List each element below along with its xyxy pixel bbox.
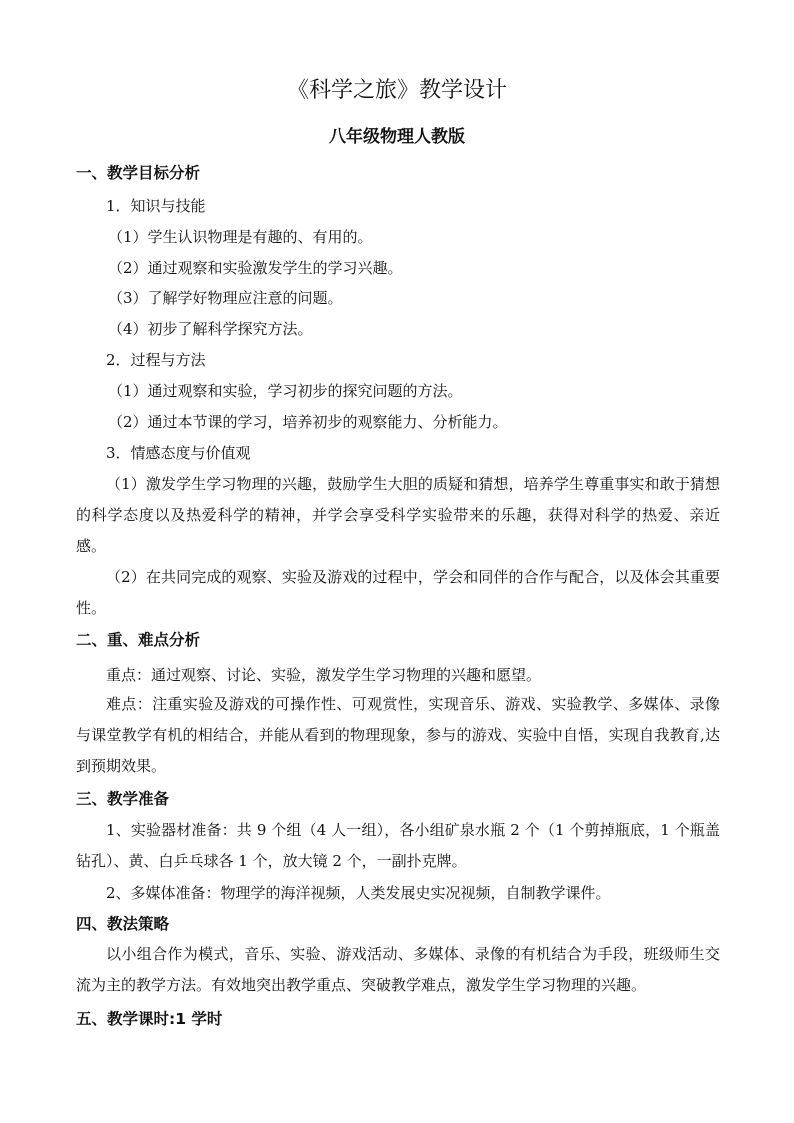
section-heading-objectives: 一、教学目标分析 <box>76 164 201 182</box>
objective-item: （1）学生认识物理是有趣的、有用的。 <box>108 228 373 246</box>
difficulty-paragraph: 难点：注重实验及游戏的可操作性、可观赏性，实现音乐、游戏、实验教学、多媒体、录像与课堂教学有机的相结合，并能从看到的物理现象，参与的游戏、实验中自悟，实现自我教育,达到预期效果。 <box>76 695 720 775</box>
section-heading-key-points: 二、重、难点分析 <box>76 631 201 649</box>
objective-item: （3）了解学好物理应注意的问题。 <box>108 289 343 307</box>
subheading-attitude-values: 3．情感态度与价值观 <box>106 444 251 462</box>
strategy-paragraph: 以小组合作为模式，音乐、实验、游戏活动、多媒体、录像的有机结合为手段，班级师生交流为主的教学方法。有效地突出教学重点、突破教学难点，激发学生学习物理的兴趣。 <box>76 945 720 994</box>
key-point-text: 重点：通过观察、讨论、实验，激发学生学习物理的兴趣和愿望。 <box>106 666 542 684</box>
objective-item: （1）通过观察和实验，学习初步的探究问题的方法。 <box>108 382 463 400</box>
section-heading-preparation: 三、教学准备 <box>76 790 170 808</box>
document-title: 《科学之旅》教学设计 <box>286 78 507 103</box>
section-heading-teaching-strategy: 四、教法策略 <box>76 915 170 933</box>
objective-item: （2）通过本节课的学习，培养初步的观察能力、分析能力。 <box>108 413 508 431</box>
preparation-paragraph: 2、多媒体准备：物理学的海洋视频，人类发展史实况视频，自制教学课件。 <box>106 884 611 902</box>
document-subtitle: 八年级物理人教版 <box>329 127 465 147</box>
preparation-paragraph: 1、实验器材准备：共 9 个组（4 人一组），各小组矿泉水瓶 2 个（1 个剪掉瓶底，1 个瓶盖钻孔）、黄、白乒乓球各 1 个，放大镜 2 个，一副扑克牌。 <box>76 821 720 870</box>
subheading-knowledge-skills: 1．知识与技能 <box>106 197 206 215</box>
objective-item: （2）通过观察和实验激发学生的学习兴趣。 <box>108 259 403 277</box>
objective-paragraph: （2）在共同完成的观察、实验及游戏的过程中，学会和同伴的合作与配合，以及体会其重要性。 <box>76 568 720 617</box>
objective-item: （4）初步了解科学探究方法。 <box>108 320 313 338</box>
section-heading-class-hours: 五、教学课时:1 学时 <box>76 1010 223 1028</box>
objective-paragraph: （1）激发学生学习物理的兴趣，鼓励学生大胆的质疑和猜想，培养学生尊重事实和敢于猜想的科学态度以及热爱科学的精神，并学会享受科学实验带来的乐趣，获得对科学的热爱、亲近感。 <box>76 475 720 555</box>
subheading-process-methods: 2．过程与方法 <box>106 351 206 369</box>
